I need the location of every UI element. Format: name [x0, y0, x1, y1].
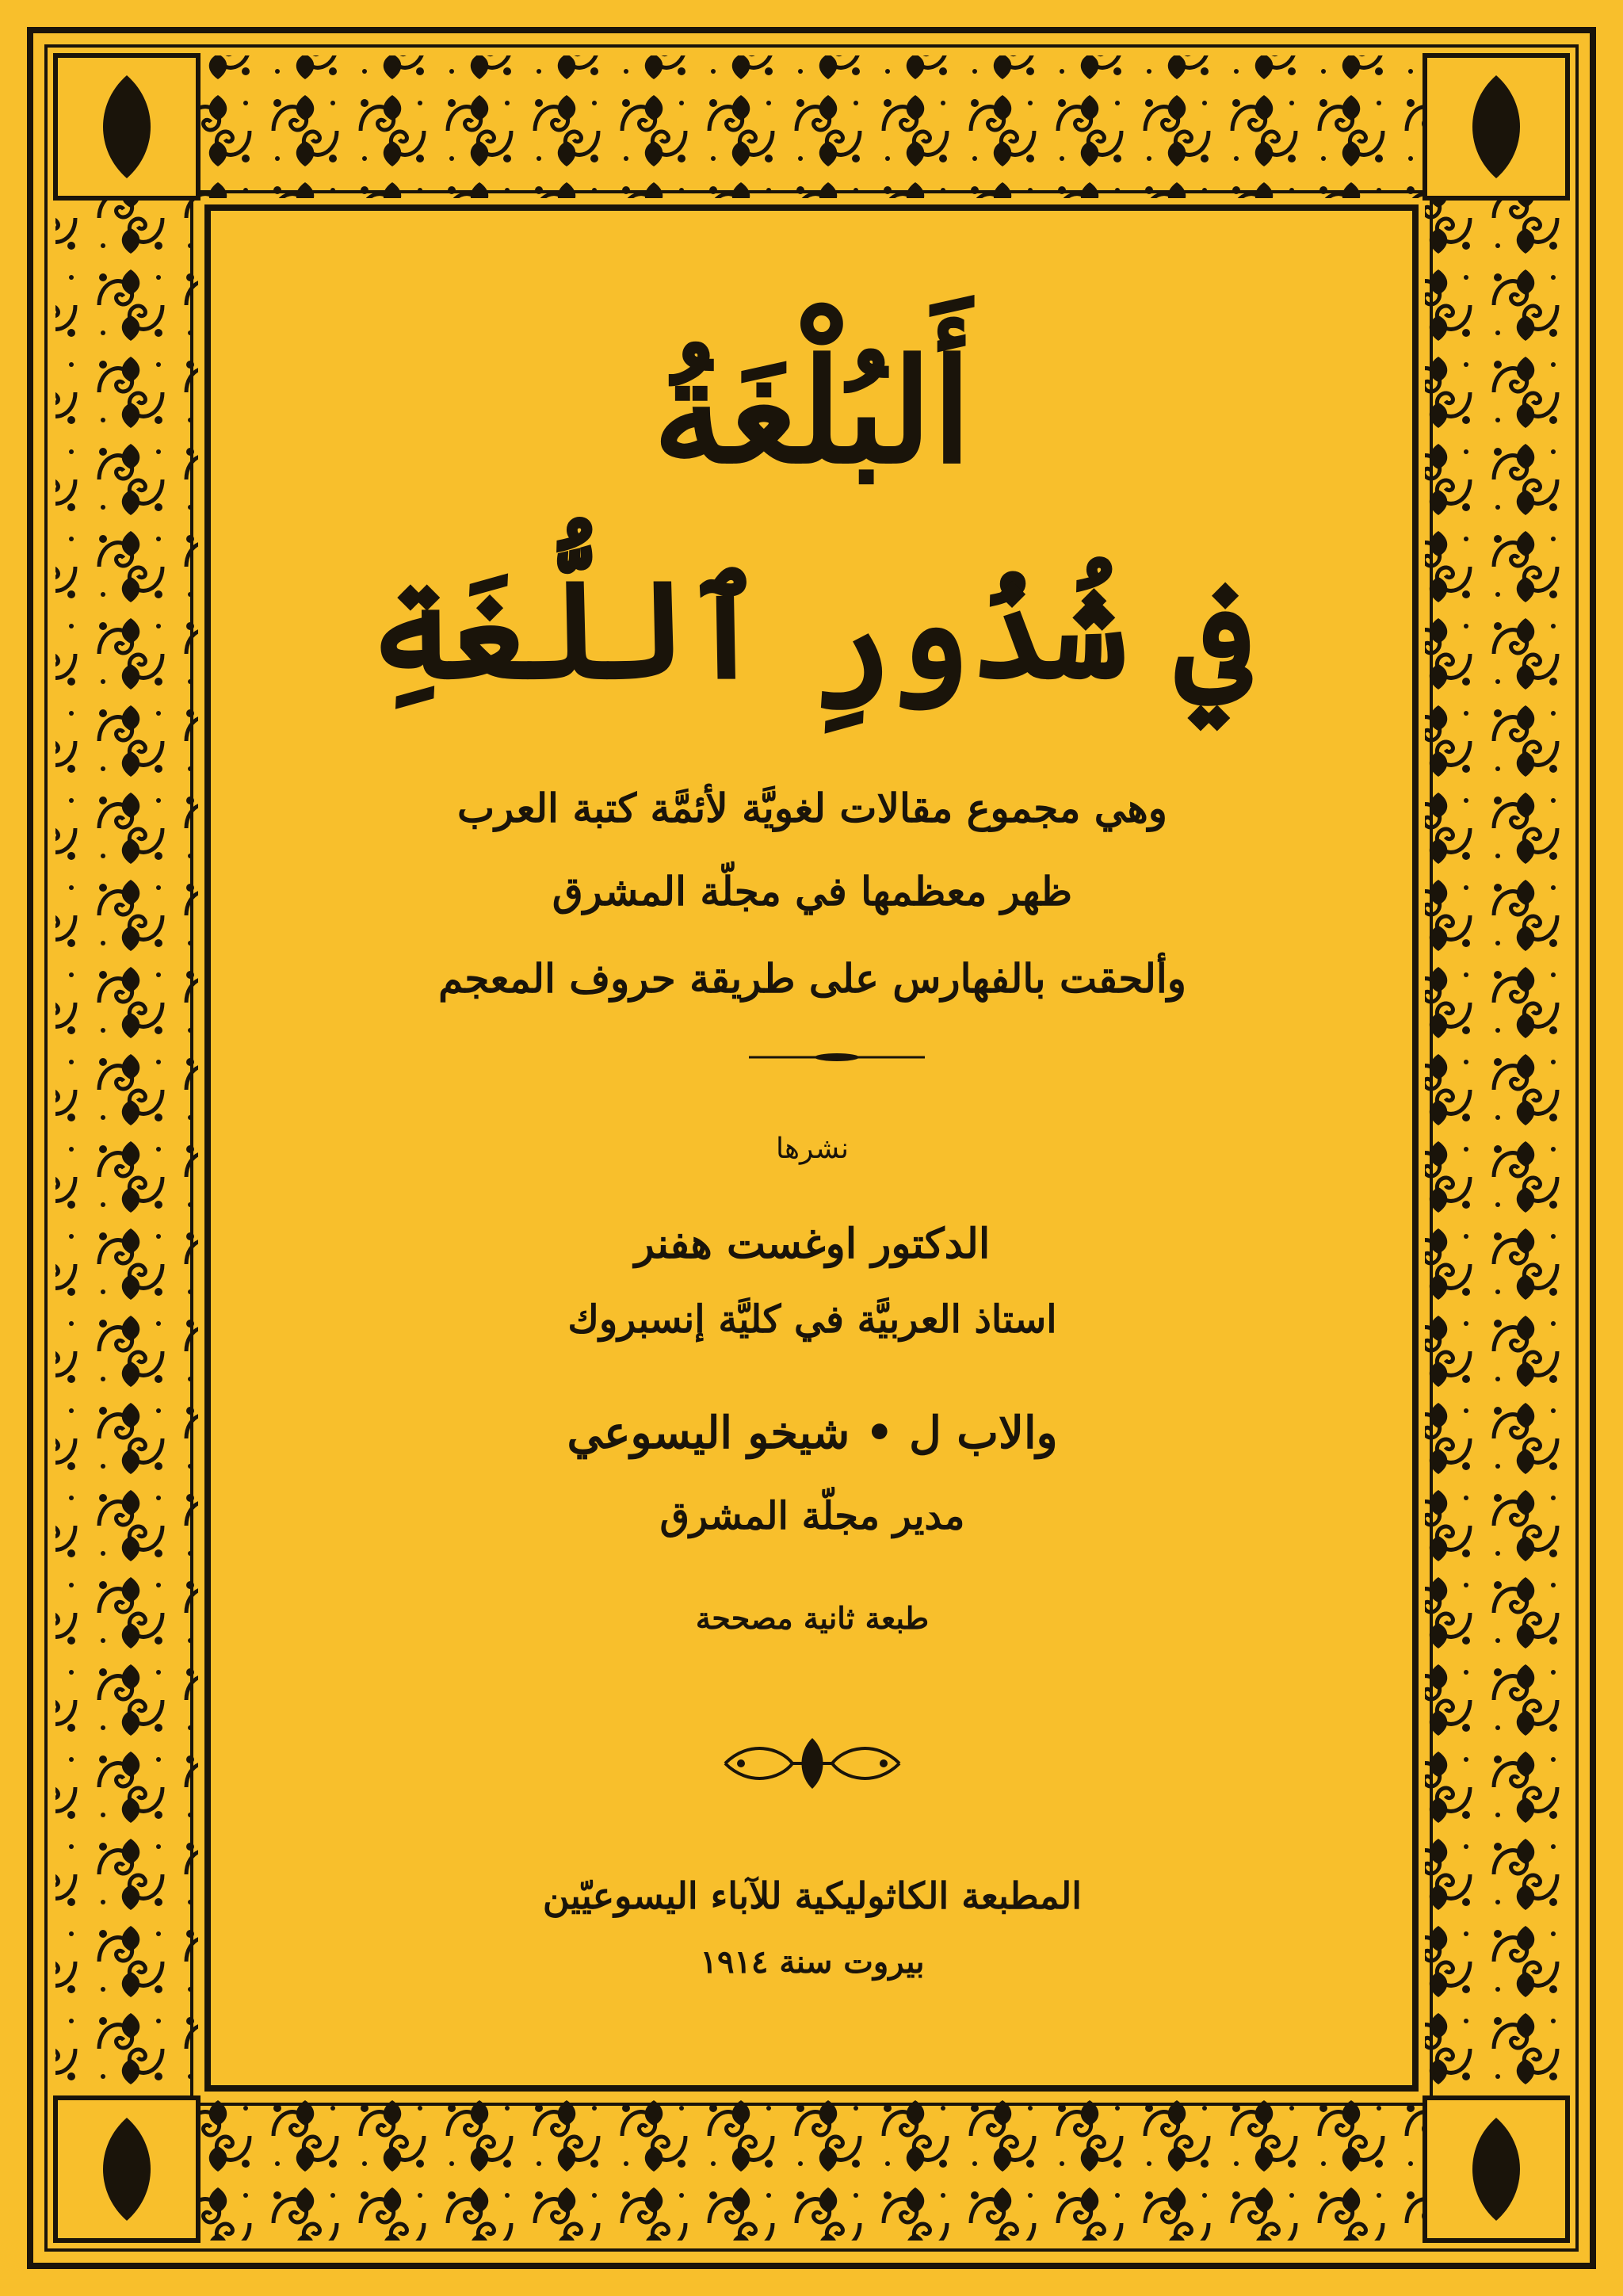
author-2-name: والاب ل • شيخو اليسوعي [567, 1407, 1058, 1459]
description-line-1: وهي مجموع مقالات لغويَّة لأئمَّة كتبة العرب [457, 785, 1167, 831]
floral-ornament-icon [717, 1732, 907, 1795]
publication-place-date: بيروت سنة ١٩١٤ [700, 1943, 925, 1981]
author-1-role: استاذ العربيَّة في كليَّة إنسبروك [567, 1297, 1057, 1342]
press-name: المطبعة الكاثوليكية للآباء اليسوعيّين [542, 1874, 1083, 1917]
title-page-content [238, 0, 1387, 2296]
author-1-name: الدكتور اوغست هفنر [634, 1220, 991, 1268]
ornamental-rule-icon [749, 1052, 925, 1062]
description-line-2: ظهر معظمها في مجلّة المشرق [552, 868, 1073, 915]
description-line-3: وألحقت بالفهارس على طريقة حروف المعجم [438, 955, 1186, 1002]
edition-note: طبعة ثانية مصححة [695, 1600, 930, 1636]
book-title-sub: في شُذُورِ ٱللُّغَةِ [370, 551, 1254, 709]
author-2-role: مدير مجلّة المشرق [659, 1494, 965, 1538]
book-title-main: أَلبُلْغَةُ [652, 328, 972, 495]
publisher-label: نشرها [776, 1133, 849, 1165]
